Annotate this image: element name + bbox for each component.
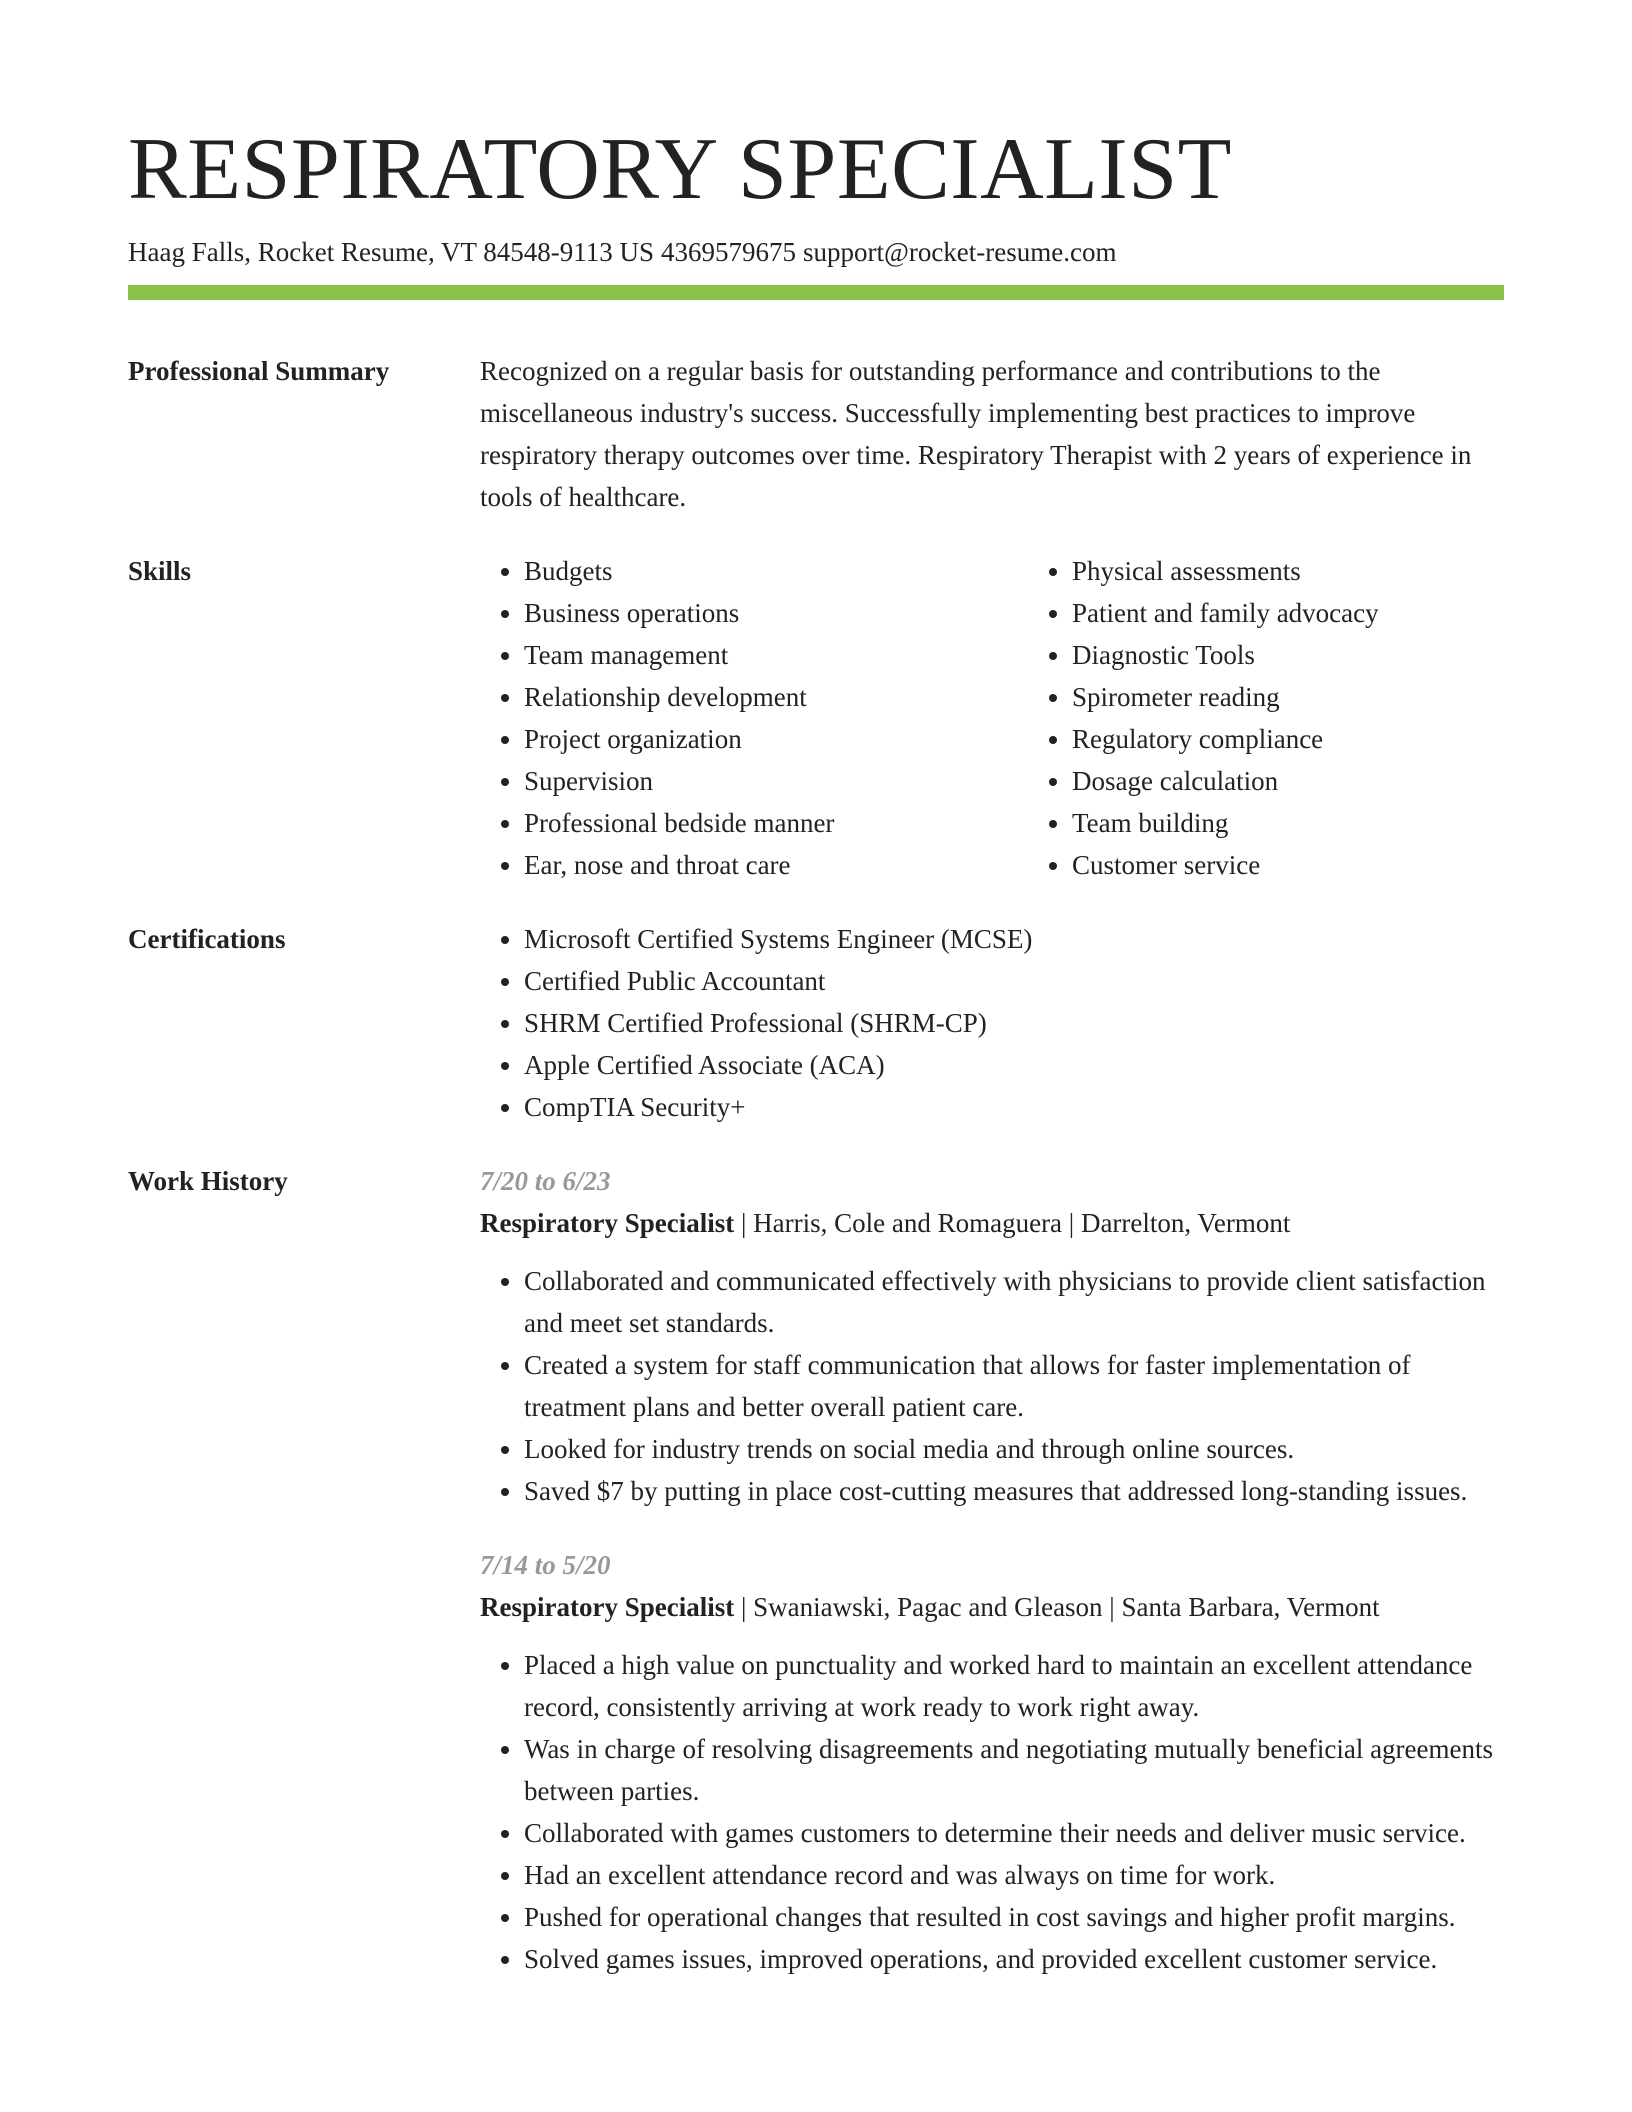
section-heading: Work History <box>128 1166 288 1196</box>
contact-email: support@rocket-resume.com <box>802 237 1117 267</box>
section-heading: Professional Summary <box>128 356 390 386</box>
list-item: • Relationship development <box>524 676 1028 718</box>
job-entry <box>480 1544 1504 1980</box>
contact-line <box>128 234 1504 270</box>
list-item: • Collaborated with games customers to determine their needs and deliver music service. <box>524 1812 1504 1854</box>
list-item: • Created a system for staff communication that allows for faster implementation of treatment plans and better overall patient care. <box>524 1344 1504 1428</box>
professional-summary-section <box>128 350 1504 518</box>
list-item: • Certified Public Accountant <box>524 960 1504 1002</box>
work-history-body <box>480 1160 1504 1980</box>
list-item: • Apple Certified Associate (ACA) <box>524 1044 1504 1086</box>
list-item: • Supervision <box>524 760 1028 802</box>
list-item: • CompTIA Security+ <box>524 1086 1504 1128</box>
certifications-list <box>480 918 1504 1128</box>
skills-list-left <box>480 550 1028 886</box>
job-bullets <box>480 1644 1504 1980</box>
skills-columns <box>480 550 1576 886</box>
list-item: • Pushed for operational changes that resulted in cost savings and higher profit margins. <box>524 1896 1504 1938</box>
list-item: • Business operations <box>524 592 1028 634</box>
contact-address: Haag Falls, Rocket Resume, VT 84548-9113 US <box>128 237 654 267</box>
certifications-section <box>128 918 1504 1128</box>
list-item: • Patient and family advocacy <box>1072 592 1576 634</box>
list-item: • Saved $7 by putting in place cost-cutting measures that addressed long-standing issues. <box>524 1470 1504 1512</box>
list-item: • Looked for industry trends on social media and through online sources. <box>524 1428 1504 1470</box>
accent-divider <box>128 285 1504 300</box>
work-history-section <box>128 1160 1504 1980</box>
job-title: Respiratory Specialist <box>480 1592 735 1622</box>
list-item: • Placed a high value on punctuality and worked hard to maintain an excellent attendance record, consistently arriving at work ready to work right away. <box>524 1644 1504 1728</box>
list-item: • Project organization <box>524 718 1028 760</box>
resume-title: RESPIRATORY SPECIALIST <box>128 121 1232 218</box>
section-heading: Certifications <box>128 924 286 954</box>
contact-phone: 4369579675 <box>660 237 796 267</box>
list-item: • Physical assessments <box>1072 550 1576 592</box>
job-employer-location: | Swaniawski, Pagac and Gleason | Santa Barbara, Vermont <box>734 1592 1380 1622</box>
list-item: • Team management <box>524 634 1028 676</box>
certifications-body <box>480 918 1504 1128</box>
job-role-line <box>480 1202 1504 1244</box>
list-item: • Team building <box>1072 802 1576 844</box>
list-item: • SHRM Certified Professional (SHRM-CP) <box>524 1002 1504 1044</box>
list-item: • Customer service <box>1072 844 1576 886</box>
list-item: • Regulatory compliance <box>1072 718 1576 760</box>
list-item: • Microsoft Certified Systems Engineer (MCSE) <box>524 918 1504 960</box>
job-role-line <box>480 1586 1504 1628</box>
job-entry <box>480 1160 1504 1512</box>
skills-list-right <box>1028 550 1576 886</box>
list-item: • Was in charge of resolving disagreements and negotiating mutually beneficial agreements between parties. <box>524 1728 1504 1812</box>
skills-section <box>128 550 1504 886</box>
job-dates: 7/14 to 5/20 <box>480 1550 611 1580</box>
list-item: • Dosage calculation <box>1072 760 1576 802</box>
list-item: • Solved games issues, improved operations, and provided excellent customer service. <box>524 1938 1504 1980</box>
list-item: • Had an excellent attendance record and was always on time for work. <box>524 1854 1504 1896</box>
job-title: Respiratory Specialist <box>480 1208 735 1238</box>
section-heading: Skills <box>128 556 192 586</box>
list-item: • Ear, nose and throat care <box>524 844 1028 886</box>
job-employer-location: | Harris, Cole and Romaguera | Darrelton, Vermont <box>734 1208 1291 1238</box>
list-item: • Spirometer reading <box>1072 676 1576 718</box>
job-bullets <box>480 1260 1504 1512</box>
list-item: • Professional bedside manner <box>524 802 1028 844</box>
summary-text: Recognized on a regular basis for outstanding performance and contributions to the miscellaneous industry's success. Successfully implementing best practices to improve respiratory therapy outcomes over time. Respiratory Therapist with 2 years of experience in tools of healthcare. <box>480 356 1472 512</box>
job-dates: 7/20 to 6/23 <box>480 1166 611 1196</box>
list-item: • Diagnostic Tools <box>1072 634 1576 676</box>
list-item: • Collaborated and communicated effectively with physicians to provide client satisfaction and meet set standards. <box>524 1260 1504 1344</box>
list-item: • Budgets <box>524 550 1028 592</box>
